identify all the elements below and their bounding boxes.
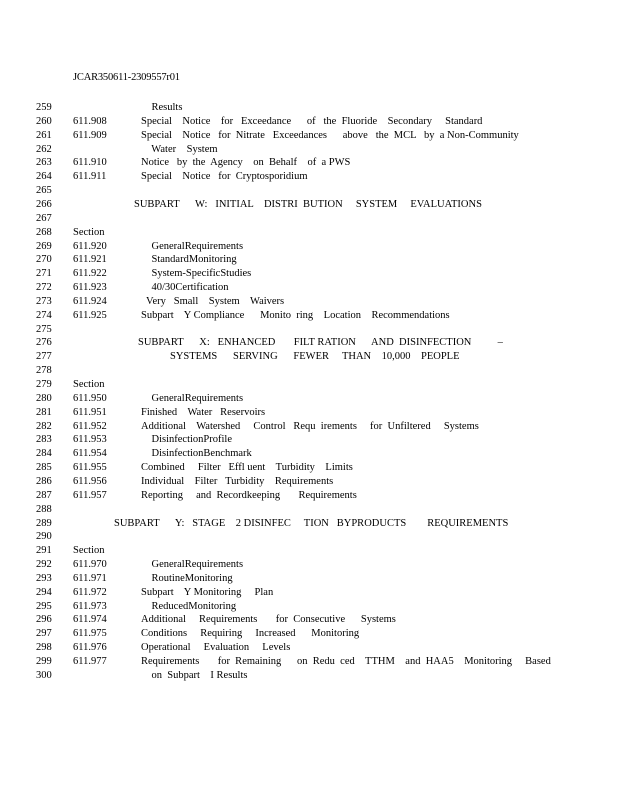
- section-title: Notice by the Agency on Behalf of a PWS: [141, 157, 351, 169]
- line-number: 264: [36, 171, 52, 183]
- section-number: Section: [73, 379, 105, 390]
- section-number: 611.911: [73, 171, 107, 183]
- section-number: 611.924: [73, 295, 107, 307]
- section-title: Reporting and Recordkeeping Requirements: [141, 489, 357, 501]
- line-number: 297: [36, 628, 52, 640]
- line-number: 282: [36, 420, 52, 432]
- section-number: 611.952: [73, 420, 107, 432]
- line-number: 299: [36, 656, 52, 667]
- line-number: 276: [36, 337, 52, 349]
- line-number: 275: [36, 323, 52, 335]
- section-title: DisinfectionBenchmark: [141, 448, 252, 460]
- section-title: Requirements for Remaining on Redu ced TTHM and HAA5 Monitoring Based: [141, 656, 551, 667]
- line-number: 270: [36, 254, 52, 266]
- section-title: 40/30Certification: [141, 282, 229, 294]
- section-title: Subpart Y Monitoring Plan: [141, 586, 274, 598]
- section-title: on Subpart I Results: [141, 669, 248, 681]
- subpart-heading: SYSTEMS SERVING FEWER THAN 10,000 PEOPLE: [170, 351, 460, 363]
- section-number: 611.951: [73, 406, 107, 418]
- line-number: 280: [36, 392, 52, 404]
- section-number: Section: [73, 545, 105, 557]
- section-number: 611.974: [73, 614, 107, 626]
- section-title: Special Notice for Nitrate Exceedances above the MCL by a Non-Community: [141, 129, 519, 141]
- section-number: 611.954: [73, 448, 107, 460]
- line-number: 285: [36, 462, 52, 474]
- section-title: System-SpecificStudies: [141, 268, 252, 280]
- section-number: 611.956: [73, 475, 107, 487]
- line-number: 287: [36, 489, 52, 501]
- line-number: 281: [36, 406, 52, 418]
- section-title: Finished Water Reservoirs: [141, 406, 266, 418]
- section-number: 611.953: [73, 434, 107, 446]
- subpart-heading: SUBPART Y: STAGE 2 DISINFEC TION BYPRODUCTS REQUIREMENTS: [114, 517, 509, 529]
- line-number: 274: [36, 309, 52, 321]
- section-number: 611.908: [73, 115, 107, 127]
- line-number: 293: [36, 572, 52, 584]
- subpart-heading: SUBPART X: ENHANCED FILT RATION AND DISINFECTION –: [138, 337, 503, 349]
- section-title: Very Small System Waivers: [141, 295, 285, 307]
- line-number: 295: [36, 600, 52, 612]
- line-number: 279: [36, 379, 52, 390]
- line-number: 260: [36, 115, 52, 127]
- section-number: 611.950: [73, 392, 107, 404]
- line-number: 286: [36, 475, 52, 487]
- line-number: 259: [36, 102, 52, 113]
- line-number: 263: [36, 157, 52, 169]
- line-number: 294: [36, 586, 52, 598]
- line-number: 267: [36, 212, 52, 224]
- section-title: Operational Evaluation Levels: [141, 642, 291, 654]
- section-number: 611.970: [73, 559, 107, 571]
- line-number: 290: [36, 531, 52, 543]
- section-number: 611.971: [73, 572, 107, 584]
- section-number: 611.975: [73, 628, 107, 640]
- section-number: 611.909: [73, 129, 107, 141]
- section-title: GeneralRequirements: [141, 559, 244, 571]
- section-title: ReducedMonitoring: [141, 600, 237, 612]
- section-title: Additional Requirements for Consecutive Systems: [141, 614, 396, 626]
- section-title: Subpart Y Compliance Monito ring Location Recommendations: [141, 309, 450, 321]
- line-number: 266: [36, 198, 52, 210]
- line-number: 300: [36, 669, 52, 681]
- section-title: Special Notice for Cryptosporidium: [141, 171, 308, 183]
- section-title: Individual Filter Turbidity Requirements: [141, 475, 334, 487]
- section-number: 611.920: [73, 240, 107, 252]
- section-title: Special Notice for Exceedance of the Fluoride Secondary Standard: [141, 115, 483, 127]
- section-number: 611.973: [73, 600, 107, 612]
- line-number: 298: [36, 642, 52, 654]
- line-number: 273: [36, 295, 52, 307]
- line-number: 268: [36, 226, 52, 238]
- section-number: 611.921: [73, 254, 107, 266]
- line-number: 291: [36, 545, 52, 557]
- section-title: DisinfectionProfile: [141, 434, 232, 446]
- section-number: 611.923: [73, 282, 107, 294]
- section-title: StandardMonitoring: [141, 254, 237, 266]
- line-number: 261: [36, 129, 52, 141]
- line-number: 269: [36, 240, 52, 252]
- line-number: 289: [36, 517, 52, 529]
- line-number: 265: [36, 185, 52, 197]
- line-number: 271: [36, 268, 52, 280]
- line-number: 288: [36, 503, 52, 515]
- line-number: 284: [36, 448, 52, 460]
- section-title: Results: [141, 102, 183, 113]
- section-title: GeneralRequirements: [141, 240, 244, 252]
- line-number: 278: [36, 365, 52, 377]
- line-number: 272: [36, 282, 52, 294]
- section-title: Combined Filter Effl uent Turbidity Limits: [141, 462, 353, 474]
- subpart-heading: SUBPART W: INITIAL DISTRI BUTION SYSTEM EVALUATIONS: [134, 198, 482, 210]
- section-number: 611.976: [73, 642, 107, 654]
- section-title: Conditions Requiring Increased Monitoring: [141, 628, 360, 640]
- line-number: 296: [36, 614, 52, 626]
- section-number: Section: [73, 226, 105, 238]
- section-number: 611.977: [73, 656, 107, 667]
- section-number: 611.925: [73, 309, 107, 321]
- section-number: 611.955: [73, 462, 107, 474]
- section-title: GeneralRequirements: [141, 392, 244, 404]
- section-number: 611.922: [73, 268, 107, 280]
- line-number: 283: [36, 434, 52, 446]
- section-title: Water System: [141, 143, 218, 155]
- document-id: JCAR350611-2309557r01: [73, 72, 180, 83]
- section-title: Additional Watershed Control Requ irements for Unfiltered Systems: [141, 420, 479, 432]
- section-title: RoutineMonitoring: [141, 572, 233, 584]
- line-number: 292: [36, 559, 52, 571]
- section-number: 611.972: [73, 586, 107, 598]
- line-number: 277: [36, 351, 52, 363]
- line-number: 262: [36, 143, 52, 155]
- section-number: 611.957: [73, 489, 107, 501]
- section-number: 611.910: [73, 157, 107, 169]
